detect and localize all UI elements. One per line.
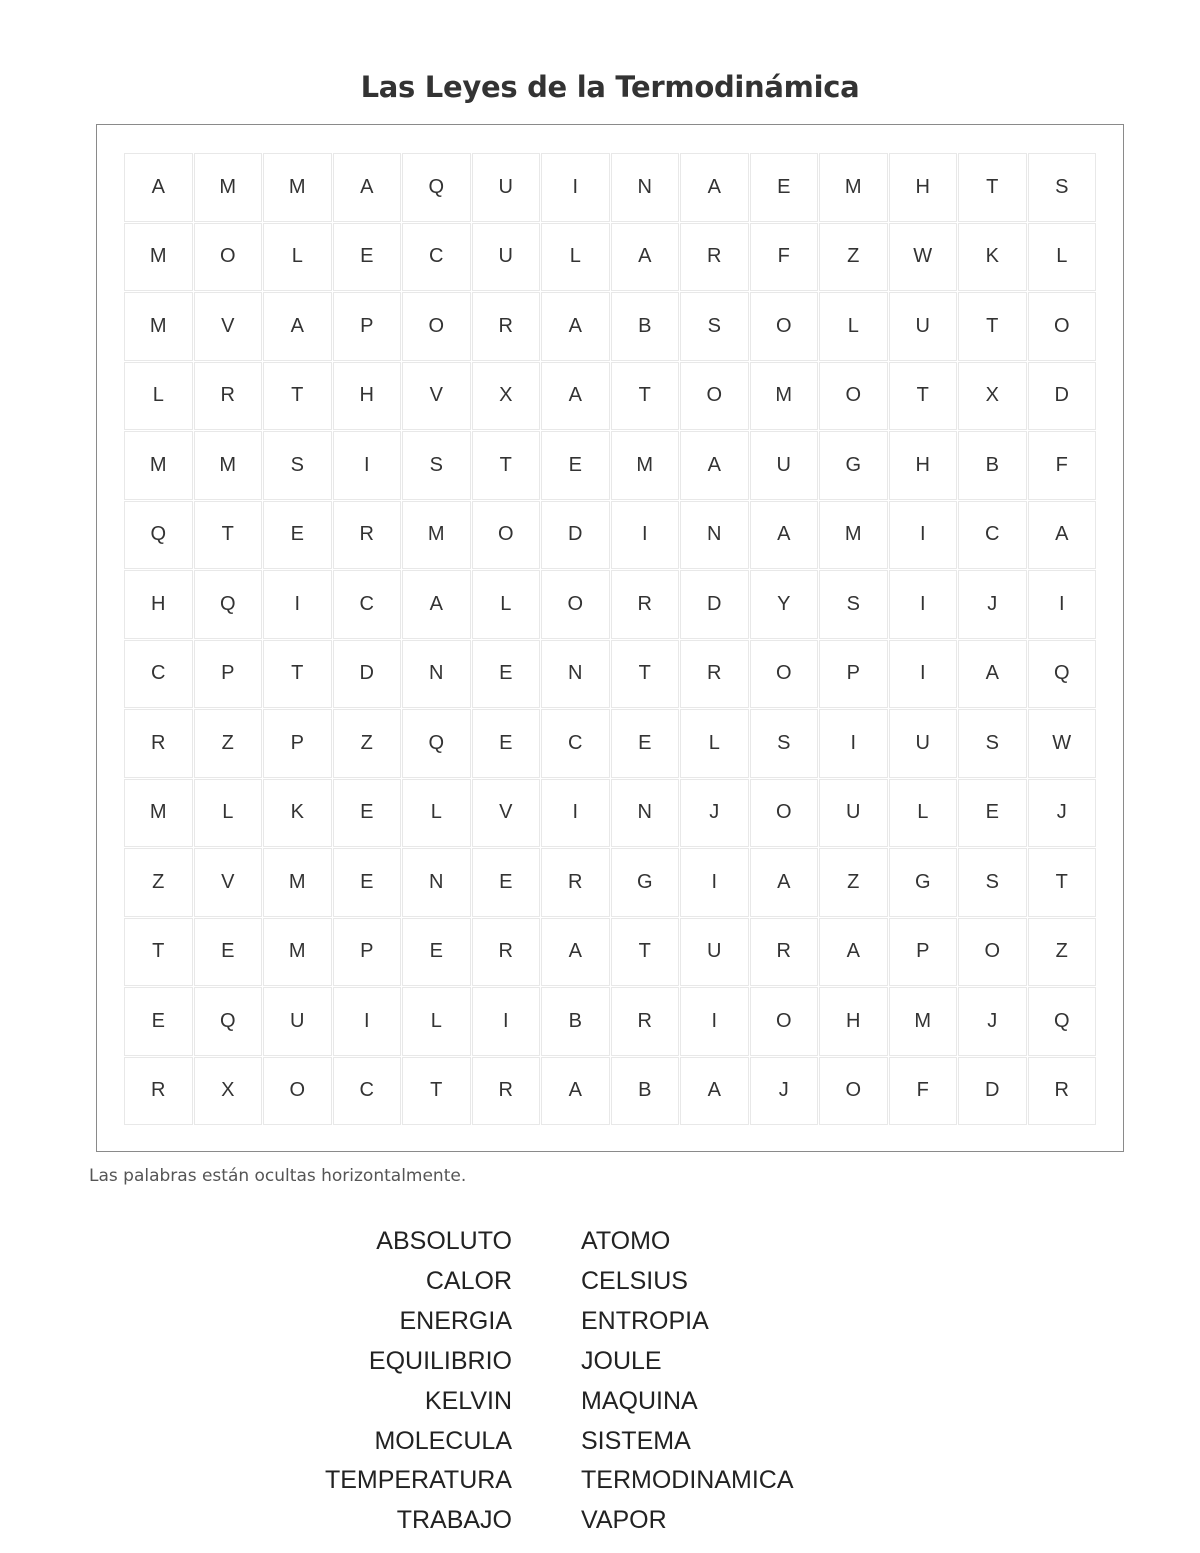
grid-cell: M: [124, 779, 193, 848]
grid-cell: M: [124, 431, 193, 500]
grid-cell: S: [958, 848, 1027, 917]
grid-cell: N: [402, 848, 471, 917]
grid-cell: O: [194, 223, 263, 292]
grid-cell: W: [889, 223, 958, 292]
word-list-item: VAPOR: [581, 1506, 667, 1535]
grid-cell: X: [472, 362, 541, 431]
grid-cell: O: [958, 918, 1027, 987]
grid-cell: J: [958, 570, 1027, 639]
grid-cell: G: [889, 848, 958, 917]
grid-cell: H: [889, 431, 958, 500]
grid-cell: Q: [1028, 640, 1097, 709]
grid-cell: O: [472, 501, 541, 570]
grid-cell: A: [263, 292, 332, 361]
grid-cell: I: [333, 987, 402, 1056]
grid-cell: O: [750, 987, 819, 1056]
grid-cell: E: [750, 153, 819, 222]
grid-cell: R: [472, 292, 541, 361]
grid-cell: U: [680, 918, 749, 987]
word-list-item: MOLECULA: [374, 1426, 512, 1455]
grid-cell: A: [541, 362, 610, 431]
grid-cell: I: [889, 501, 958, 570]
grid-cell: D: [680, 570, 749, 639]
grid-cell: C: [333, 570, 402, 639]
grid-cell: A: [680, 431, 749, 500]
grid-cell: A: [750, 501, 819, 570]
grid-cell: T: [263, 362, 332, 431]
grid-cell: O: [819, 362, 888, 431]
grid-cell: J: [750, 1057, 819, 1126]
grid-cell: L: [541, 223, 610, 292]
word-list-item: ENERGIA: [399, 1306, 512, 1335]
grid-cell: G: [611, 848, 680, 917]
grid-cell: P: [194, 640, 263, 709]
grid-cell: B: [611, 1057, 680, 1126]
grid-cell: N: [611, 153, 680, 222]
grid-cell: E: [472, 709, 541, 778]
grid-cell: R: [124, 709, 193, 778]
word-list-item: KELVIN: [424, 1386, 512, 1415]
grid-cell: M: [611, 431, 680, 500]
grid-cell: M: [263, 848, 332, 917]
grid-cell: S: [819, 570, 888, 639]
grid-cell: I: [611, 501, 680, 570]
grid-cell: M: [194, 431, 263, 500]
grid-cell: I: [889, 570, 958, 639]
grid-cell: A: [1028, 501, 1097, 570]
grid-cell: U: [472, 223, 541, 292]
grid-cell: C: [333, 1057, 402, 1126]
grid-cell: E: [333, 223, 402, 292]
grid-cell: R: [611, 570, 680, 639]
grid-cell: R: [611, 987, 680, 1056]
grid-cell: B: [611, 292, 680, 361]
grid-cell: M: [819, 153, 888, 222]
grid-cell: I: [1028, 570, 1097, 639]
grid-cell: V: [472, 779, 541, 848]
grid-cell: G: [819, 431, 888, 500]
grid-cell: C: [958, 501, 1027, 570]
grid-cell: Z: [194, 709, 263, 778]
grid-cell: T: [958, 292, 1027, 361]
grid-cell: S: [680, 292, 749, 361]
grid-cell: E: [472, 848, 541, 917]
grid-cell: M: [124, 223, 193, 292]
word-list-item: ENTROPIA: [581, 1306, 709, 1335]
grid-cell: S: [750, 709, 819, 778]
grid-cell: L: [819, 292, 888, 361]
grid-cell: I: [680, 987, 749, 1056]
grid-cell: O: [680, 362, 749, 431]
grid-cell: S: [402, 431, 471, 500]
word-list-item: SISTEMA: [581, 1426, 691, 1455]
grid-cell: S: [958, 709, 1027, 778]
grid-cell: E: [958, 779, 1027, 848]
grid-cell: A: [541, 1057, 610, 1126]
grid-cell: Z: [124, 848, 193, 917]
grid-cell: V: [194, 848, 263, 917]
grid-cell: M: [750, 362, 819, 431]
grid-cell: L: [472, 570, 541, 639]
grid-cell: Q: [124, 501, 193, 570]
grid-cell: H: [333, 362, 402, 431]
grid-cell: V: [402, 362, 471, 431]
grid-cell: M: [263, 918, 332, 987]
grid-cell: S: [263, 431, 332, 500]
grid-cell: D: [541, 501, 610, 570]
grid-cell: I: [263, 570, 332, 639]
grid-cell: Q: [402, 709, 471, 778]
grid-cell: O: [1028, 292, 1097, 361]
grid-cell: U: [889, 292, 958, 361]
grid-cell: Q: [194, 987, 263, 1056]
grid-cell: R: [541, 848, 610, 917]
grid-cell: P: [889, 918, 958, 987]
grid-cell: T: [194, 501, 263, 570]
grid-cell: R: [680, 640, 749, 709]
grid-cell: F: [889, 1057, 958, 1126]
grid-cell: U: [750, 431, 819, 500]
grid-cell: E: [402, 918, 471, 987]
grid-cell: O: [750, 640, 819, 709]
grid-cell: O: [541, 570, 610, 639]
grid-cell: R: [333, 501, 402, 570]
grid-cell: A: [958, 640, 1027, 709]
grid-cell: R: [124, 1057, 193, 1126]
grid-cell: H: [819, 987, 888, 1056]
grid-cell: T: [472, 431, 541, 500]
grid-cell: L: [402, 987, 471, 1056]
grid-cell: A: [124, 153, 193, 222]
grid-cell: N: [541, 640, 610, 709]
grid-cell: Z: [1028, 918, 1097, 987]
grid-cell: M: [263, 153, 332, 222]
grid-cell: U: [819, 779, 888, 848]
grid-cell: M: [402, 501, 471, 570]
grid-cell: T: [611, 362, 680, 431]
grid-cell: E: [194, 918, 263, 987]
grid-cell: O: [750, 779, 819, 848]
grid-cell: T: [611, 640, 680, 709]
grid-cell: R: [194, 362, 263, 431]
grid-cell: D: [1028, 362, 1097, 431]
grid-cell: C: [402, 223, 471, 292]
grid-cell: T: [124, 918, 193, 987]
grid-cell: I: [889, 640, 958, 709]
grid-cell: L: [402, 779, 471, 848]
grid-cell: T: [1028, 848, 1097, 917]
grid-cell: R: [750, 918, 819, 987]
grid-cell: R: [472, 1057, 541, 1126]
grid-cell: K: [958, 223, 1027, 292]
grid-cell: A: [750, 848, 819, 917]
grid-cell: T: [263, 640, 332, 709]
grid-cell: L: [889, 779, 958, 848]
grid-cell: X: [194, 1057, 263, 1126]
grid-cell: M: [889, 987, 958, 1056]
grid-cell: L: [194, 779, 263, 848]
grid-cell: T: [402, 1057, 471, 1126]
grid-cell: E: [611, 709, 680, 778]
grid-cell: I: [541, 779, 610, 848]
grid-cell: B: [541, 987, 610, 1056]
grid-cell: Z: [819, 848, 888, 917]
grid-cell: M: [124, 292, 193, 361]
grid-cell: P: [263, 709, 332, 778]
grid-cell: L: [263, 223, 332, 292]
page-title: Las Leyes de la Termodinámica: [360, 70, 860, 104]
grid-cell: O: [402, 292, 471, 361]
grid-cell: E: [333, 848, 402, 917]
grid-cell: E: [333, 779, 402, 848]
grid-cell: U: [889, 709, 958, 778]
grid-cell: L: [680, 709, 749, 778]
grid-cell: S: [1028, 153, 1097, 222]
grid-cell: Q: [402, 153, 471, 222]
hint-text: Las palabras están ocultas horizontalmente.: [89, 1166, 467, 1186]
grid-cell: A: [680, 1057, 749, 1126]
word-list-item: JOULE: [581, 1346, 662, 1375]
grid-cell: O: [750, 292, 819, 361]
grid-cell: U: [263, 987, 332, 1056]
grid-cell: L: [1028, 223, 1097, 292]
word-list-item: MAQUINA: [581, 1386, 698, 1415]
grid-cell: H: [889, 153, 958, 222]
grid-cell: E: [263, 501, 332, 570]
grid-cell: B: [958, 431, 1027, 500]
grid-cell: C: [541, 709, 610, 778]
grid-cell: M: [819, 501, 888, 570]
grid-cell: N: [402, 640, 471, 709]
grid-cell: A: [611, 223, 680, 292]
grid-cell: A: [819, 918, 888, 987]
grid-cell: V: [194, 292, 263, 361]
grid-cell: D: [333, 640, 402, 709]
grid-cell: P: [333, 918, 402, 987]
grid-cell: E: [124, 987, 193, 1056]
word-list-item: CALOR: [425, 1266, 512, 1295]
grid-cell: T: [611, 918, 680, 987]
letter-grid: [124, 153, 1097, 1126]
grid-cell: Q: [194, 570, 263, 639]
grid-cell: P: [333, 292, 402, 361]
word-list-item: TRABAJO: [396, 1506, 512, 1535]
word-list-item: EQUILIBRIO: [368, 1346, 512, 1375]
grid-cell: I: [541, 153, 610, 222]
grid-cell: J: [680, 779, 749, 848]
word-list-item: TERMODINAMICA: [581, 1466, 794, 1495]
grid-cell: L: [124, 362, 193, 431]
grid-cell: A: [333, 153, 402, 222]
grid-cell: I: [472, 987, 541, 1056]
grid-cell: I: [680, 848, 749, 917]
grid-cell: Y: [750, 570, 819, 639]
grid-cell: I: [819, 709, 888, 778]
word-list-item: ABSOLUTO: [376, 1227, 512, 1255]
grid-cell: H: [124, 570, 193, 639]
grid-cell: J: [1028, 779, 1097, 848]
grid-cell: Z: [333, 709, 402, 778]
grid-cell: A: [541, 918, 610, 987]
grid-cell: O: [263, 1057, 332, 1126]
word-list-item: ATOMO: [581, 1227, 671, 1255]
grid-cell: Z: [819, 223, 888, 292]
grid-cell: F: [1028, 431, 1097, 500]
word-list-item: TEMPERATURA: [324, 1466, 512, 1495]
grid-cell: R: [472, 918, 541, 987]
word-list-item: CELSIUS: [581, 1266, 688, 1295]
grid-cell: M: [194, 153, 263, 222]
word-list: [300, 1222, 920, 1541]
grid-cell: F: [750, 223, 819, 292]
grid-cell: A: [680, 153, 749, 222]
grid-cell: A: [402, 570, 471, 639]
grid-cell: W: [1028, 709, 1097, 778]
grid-cell: O: [819, 1057, 888, 1126]
grid-cell: C: [124, 640, 193, 709]
grid-cell: K: [263, 779, 332, 848]
grid-cell: Q: [1028, 987, 1097, 1056]
grid-cell: R: [680, 223, 749, 292]
grid-cell: U: [472, 153, 541, 222]
grid-cell: E: [541, 431, 610, 500]
grid-cell: R: [1028, 1057, 1097, 1126]
grid-cell: N: [680, 501, 749, 570]
grid-cell: T: [889, 362, 958, 431]
grid-cell: A: [541, 292, 610, 361]
grid-cell: N: [611, 779, 680, 848]
grid-cell: P: [819, 640, 888, 709]
grid-cell: I: [333, 431, 402, 500]
grid-cell: D: [958, 1057, 1027, 1126]
grid-cell: J: [958, 987, 1027, 1056]
grid-cell: T: [958, 153, 1027, 222]
grid-cell: E: [472, 640, 541, 709]
grid-cell: X: [958, 362, 1027, 431]
